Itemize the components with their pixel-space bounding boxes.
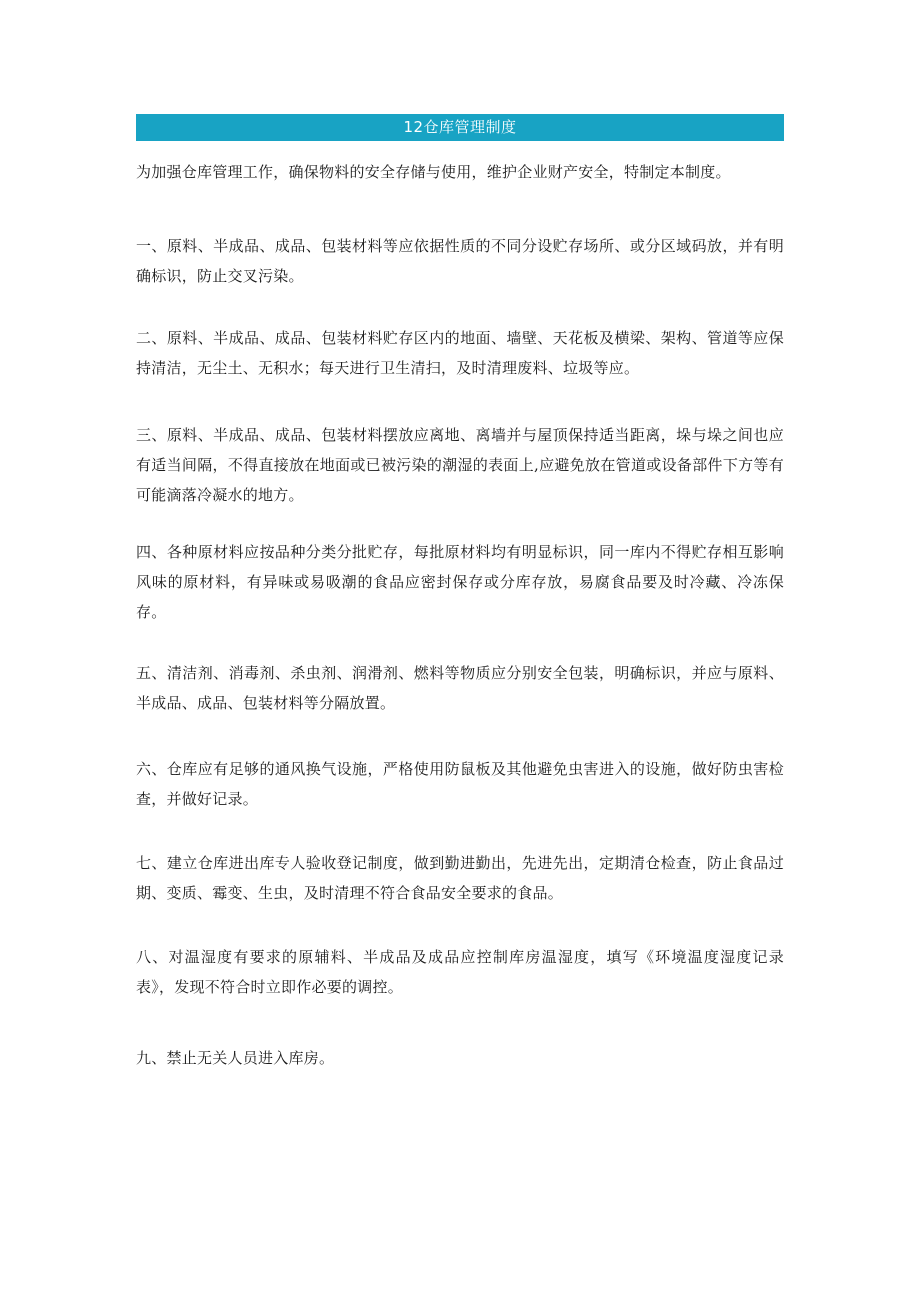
clause-9: 九、禁止无关人员进入库房。 [136,1049,335,1067]
clause-4: 四、各种原材料应按品种分类分批贮存，每批原材料均有明显标识，同一库内不得贮存相互影响风味的原材料，有异味或易吸潮的食品应密封保存或分库存放，易腐食品要及时冷藏、冷冻保存。 [136,543,784,621]
intro-paragraph: 为加强仓库管理工作，确保物料的安全存储与使用，维护企业财产安全，特制定本制度。 [136,163,731,181]
clause-5: 五、清洁剂、消毒剂、杀虫剂、润滑剂、燃料等物质应分别安全包装，明确标识，并应与原料、半成品、成品、包装材料等分隔放置。 [136,664,784,712]
clause-6: 六、仓库应有足够的通风换气设施，严格使用防鼠板及其他避免虫害进入的设施，做好防虫害检查，并做好记录。 [136,760,784,808]
clause-3: 三、原料、半成品、成品、包装材料摆放应离地、离墙并与屋顶保持适当距离，垛与垛之间也应有适当间隔，不得直接放在地面或已被污染的潮湿的表面上,应避免放在管道或设备部件下方等有可能滴落冷凝水的地方。 [136,426,784,504]
clause-1: 一、原料、半成品、成品、包装材料等应依据性质的不同分设贮存场所、或分区域码放，并有明确标识，防止交叉污染。 [136,237,784,285]
document-title: 12仓库管理制度 [403,118,517,136]
title-banner [136,114,784,141]
clause-2: 二、原料、半成品、成品、包装材料贮存区内的地面、墙壁、天花板及横梁、架构、管道等应保持清洁，无尘土、无积水；每天进行卫生清扫，及时清理废料、垃圾等应。 [136,329,784,377]
clause-8: 八、对温湿度有要求的原辅料、半成品及成品应控制库房温湿度，填写《环境温度湿度记录表》，发现不符合时立即作必要的调控。 [136,948,784,996]
clause-7: 七、建立仓库进出库专人验收登记制度，做到勤进勤出，先进先出，定期清仓检查，防止食品过期、变质、霉变、生虫，及时清理不符合食品安全要求的食品。 [136,854,784,902]
